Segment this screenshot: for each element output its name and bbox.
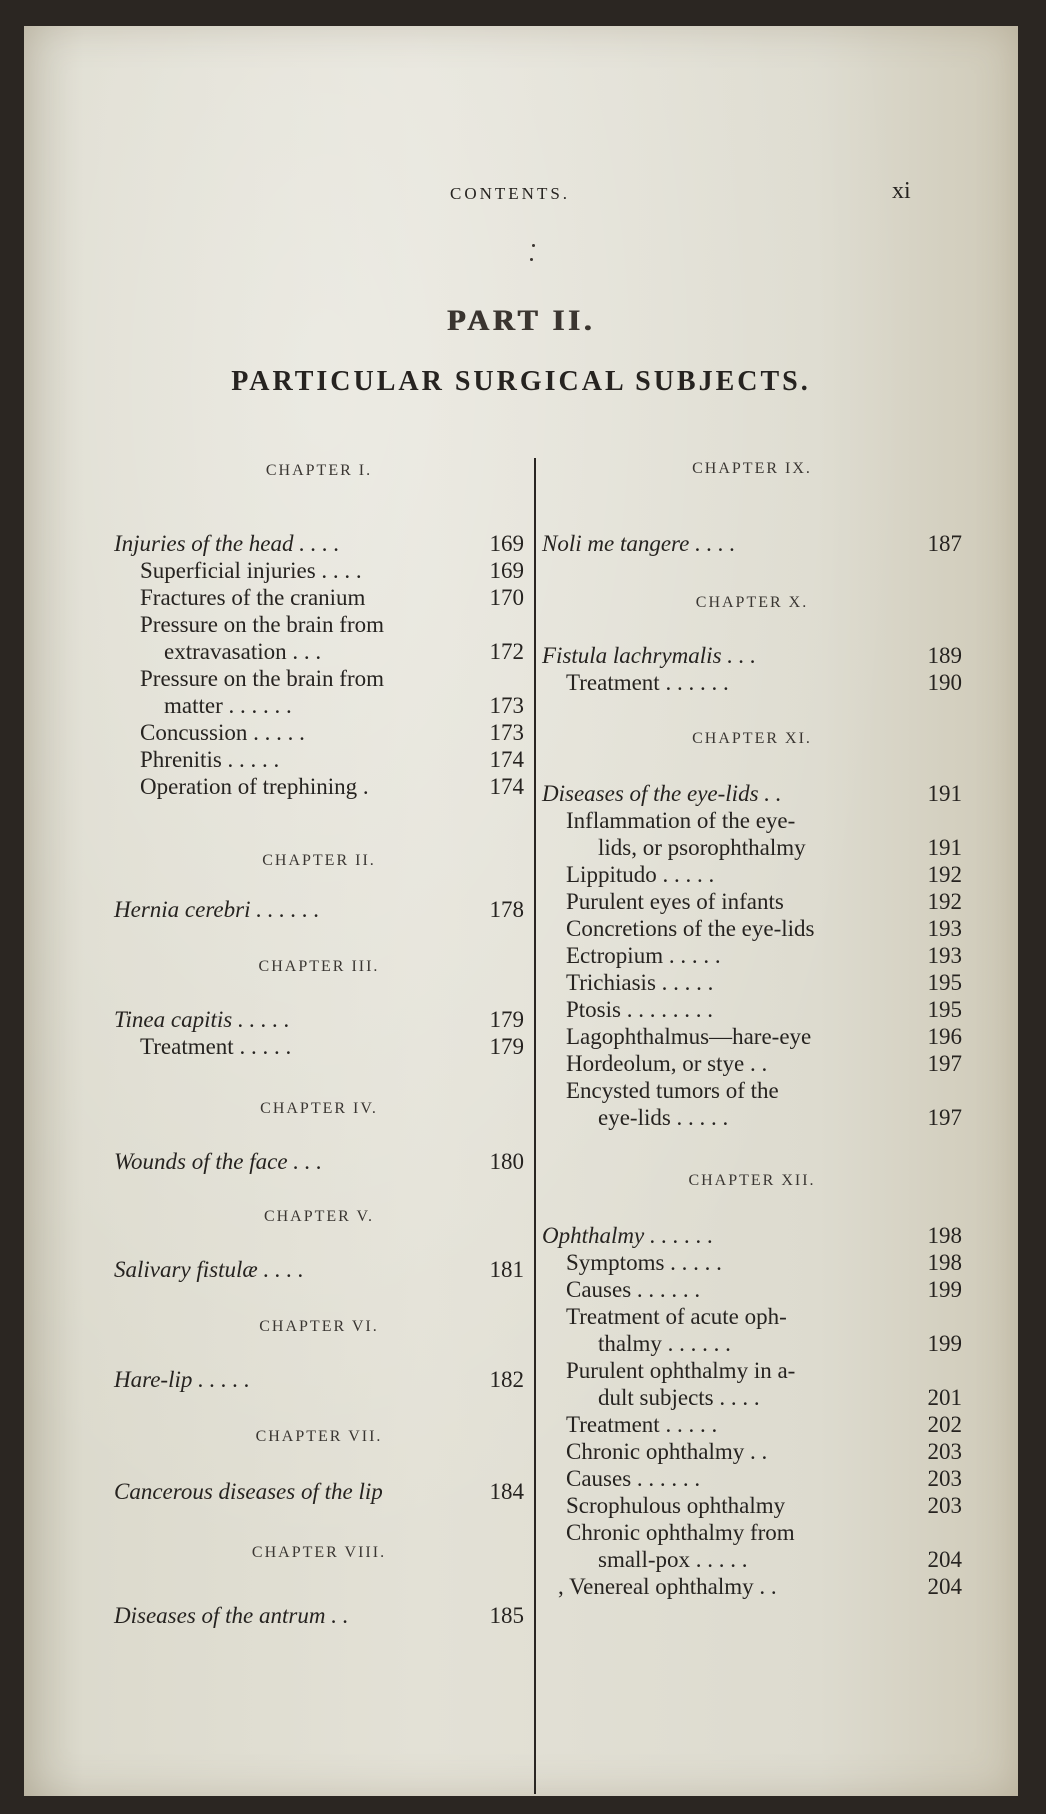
toc-entry: Purulent ophthalmy in a- [566,1358,796,1383]
toc-entry: Pressure on the brain from [140,612,384,637]
toc-entry: Chronic ophthalmy from [566,1520,795,1545]
toc-entry: small-pox . . . . . 204 [598,1547,962,1572]
chapter-heading: CHAPTER IV. [260,1100,378,1117]
chapter-heading: CHAPTER III. [258,958,380,975]
chapter-heading: CHAPTER IX. [692,460,812,477]
toc-entry: Trichiasis . . . . . 195 [566,970,962,995]
page-number: xi [892,178,911,204]
chapter-heading: CHAPTER VII. [255,1428,383,1445]
toc-entry: , Venereal ophthalmy . . 204 [558,1574,962,1599]
toc-entry: Fistula lachrymalis . . . 189 [542,643,962,668]
toc-entry: Treatment of acute oph- [566,1304,787,1329]
book-page [24,26,1018,1796]
toc-entry: Ophthalmy . . . . . . 198 [542,1223,962,1248]
ink-speck [532,244,535,247]
toc-entry: Lippitudo . . . . . 192 [566,862,962,887]
toc-entry: Wounds of the face . . . 180 [114,1149,524,1174]
toc-entry: Causes . . . . . . 203 [566,1466,962,1491]
toc-entry: Causes . . . . . . 199 [566,1277,962,1302]
toc-entry: Diseases of the antrum . . 185 [114,1603,524,1628]
toc-entry: Pressure on the brain from [140,666,384,691]
toc-entry: Purulent eyes of infants 192 [566,889,962,914]
toc-entry: Inflammation of the eye- [566,808,796,833]
toc-entry: Operation of trephining . 174 [140,774,524,799]
toc-entry: Treatment . . . . . . 190 [566,670,962,695]
chapter-heading: CHAPTER II. [262,852,376,869]
toc-entry: Superficial injuries . . . . 169 [140,558,524,583]
toc-entry: Ectropium . . . . . 193 [566,943,962,968]
toc-entry: Concussion . . . . . 173 [140,720,524,745]
chapter-heading: CHAPTER VIII. [251,1544,387,1561]
toc-entry: Treatment . . . . . 179 [140,1034,524,1059]
toc-entry: extravasation . . . 172 [164,639,524,664]
toc-entry: Hare-lip . . . . . 182 [114,1367,524,1392]
section-title: PARTICULAR SURGICAL SUBJECTS. [231,366,811,397]
part-title: PART II. [446,304,596,337]
toc-entry: Lagophthalmus—hare-eye 196 [566,1024,962,1049]
toc-entry: eye-lids . . . . . 197 [598,1105,962,1130]
chapter-heading: CHAPTER VI. [259,1318,379,1335]
chapter-heading: CHAPTER XII. [688,1172,816,1189]
toc-entry: Fractures of the cranium 170 [140,585,524,610]
toc-entry: Ptosis . . . . . . . . 195 [566,997,962,1022]
toc-entry: Diseases of the eye-lids . . 191 [542,781,962,806]
toc-entry: thalmy . . . . . . 199 [598,1331,962,1356]
chapter-heading: CHAPTER V. [263,1208,375,1225]
toc-entry: Symptoms . . . . . 198 [566,1250,962,1275]
toc-entry: Cancerous diseases of the lip 184 [114,1479,524,1504]
toc-entry: Treatment . . . . . 202 [566,1412,962,1437]
toc-entry: Encysted tumors of the [566,1078,779,1103]
chapter-heading: CHAPTER X. [695,594,809,611]
toc-entry: Scrophulous ophthalmy 203 [566,1493,962,1518]
ink-speck [530,258,533,261]
toc-entry: Hernia cerebri . . . . . . 178 [114,897,524,922]
toc-entry: matter . . . . . . 173 [164,693,524,718]
toc-entry: Concretions of the eye-lids 193 [566,916,962,941]
chapter-heading: CHAPTER I. [265,462,373,479]
chapter-heading: CHAPTER XI. [692,730,812,747]
toc-entry: Phrenitis . . . . . 174 [140,747,524,772]
toc-entry: lids, or psorophthalmy 191 [598,835,962,860]
toc-entry: Chronic ophthalmy . . 203 [566,1439,962,1464]
toc-entry: Salivary fistulæ . . . . 181 [114,1257,524,1282]
toc-entry: Noli me tangere . . . . 187 [542,531,962,556]
running-title: CONTENTS. [450,184,571,203]
toc-entry: Hordeolum, or stye . . 197 [566,1051,962,1076]
toc-entry: Tinea capitis . . . . . 179 [114,1007,524,1032]
toc-entry: Injuries of the head . . . . 169 [114,531,524,556]
toc-entry: dult subjects . . . . 201 [598,1385,962,1410]
